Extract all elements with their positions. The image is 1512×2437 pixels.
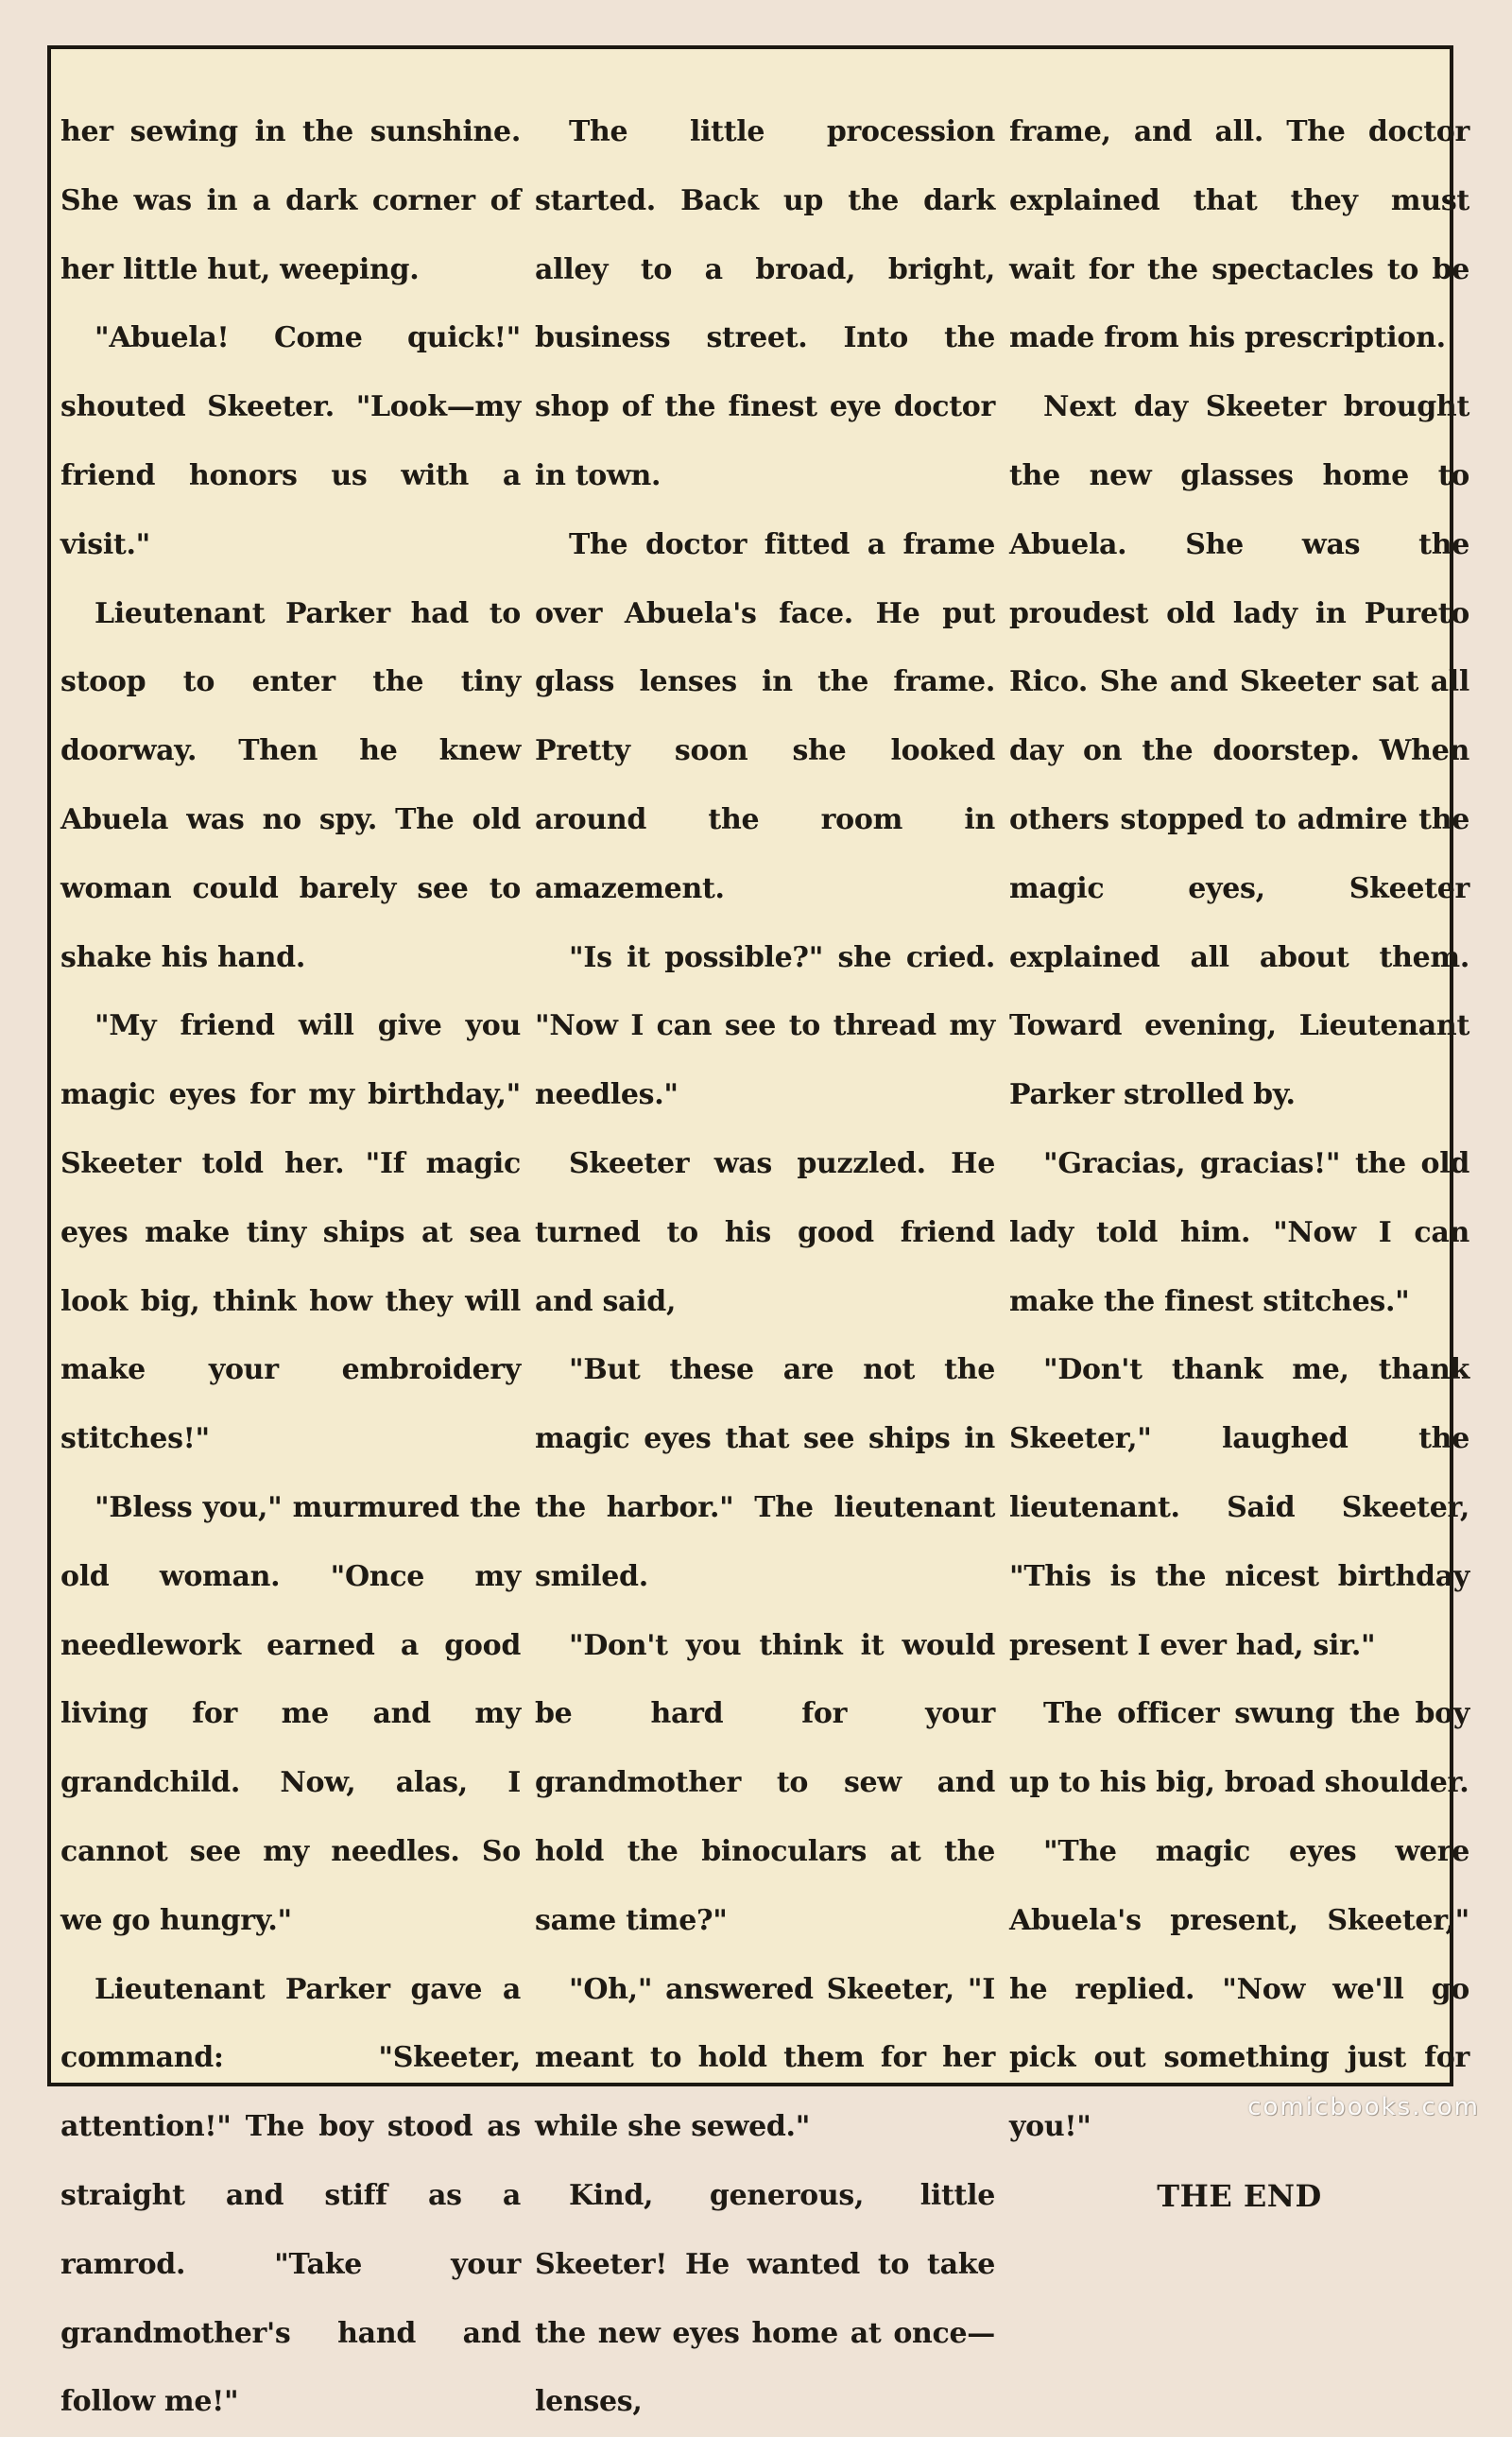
paragraph: "The magic eyes were Abuela's present, Skeeter," he replied. "Now we'll go pick out something just for you!" [1009,1834,1469,2144]
paragraph: Lieutenant Parker gave a command: "Skeeter, attention!" The boy stood as straight and stiff as a ramrod. "Take your grandmother's hand and follow me!" [60,1972,521,2419]
paragraph: "But these are not the magic eyes that see ships in the harbor." The lieutenant smiled. [535,1353,995,1593]
paragraph: "Is it possible?" she cried. "Now I can see to thread my needles." [535,940,995,1112]
paragraph: "Don't thank me, thank Skeeter," laughed the lieutenant. Said Skeeter, "This is the nicest birthday present I ever had, sir." [1009,1353,1469,1662]
paragraph: "Don't you think it would be hard for your grandmother to sew and hold the binoculars at the same time?" [535,1628,995,1937]
paragraph: "Gracias, gracias!" the old lady told him. "Now I can make the finest stitches." [1009,1146,1469,1318]
paragraph: Skeeter was puzzled. He turned to his good friend and said, [535,1146,995,1318]
paragraph: "Bless you," murmured the old woman. "Once my needlework earned a good living for me and my grandchild. Now, alas, I cannot see my needles. So we go hungry." [60,1490,521,1937]
paragraph: frame, and all. The doctor explained that they must wait for the spectacles to be made from his prescription. [1009,115,1469,355]
paragraph: her sewing in the sunshine. She was in a dark corner of her little hut, weeping. [60,115,521,286]
column-1 [60,98,521,2437]
column-2 [535,98,995,2437]
paragraph: The little procession started. Back up the dark alley to a broad, bright, business street. Into the shop of the finest eye doctor in town. [535,115,995,492]
paragraph: "Abuela! Come quick!" shouted Skeeter. "Look—my friend honors us with a visit." [60,321,521,561]
the-end-heading: THE END [1157,2177,1322,2214]
paragraph: The doctor fitted a frame over Abuela's face. He put glass lenses in the frame. Pretty soon she looked around the room in amazement. [535,527,995,905]
column-3 [1009,98,1469,2437]
paragraph: Kind, generous, little Skeeter! He wanted to take the new eyes home at once—lenses, [535,2178,995,2419]
site-watermark: comicbooks.com [1247,2093,1480,2121]
paragraph: "Oh," answered Skeeter, "I meant to hold them for her while she sewed." [535,1972,995,2144]
paragraph: The officer swung the boy up to his big, broad shoulder. [1009,1697,1469,1800]
paragraph: Lieutenant Parker had to stoop to enter the tiny doorway. Then he knew Abuela was no spy. The old woman could barely see to shake his hand. [60,596,521,974]
paragraph: "My friend will give you magic eyes for my birthday," Skeeter told her. "If magic eyes make tiny ships at sea look big, think how they will make your embroidery stitches!" [60,1009,521,1456]
paragraph: Next day Skeeter brought the new glasses home to Abuela. She was the proudest old lady in Pureto Rico. She and Skeeter sat all day on the doorstep. When others stopped to admire the magic eyes, Skeeter explained all about them. Toward evening, Lieutenant Parker strolled by. [1009,390,1469,1112]
